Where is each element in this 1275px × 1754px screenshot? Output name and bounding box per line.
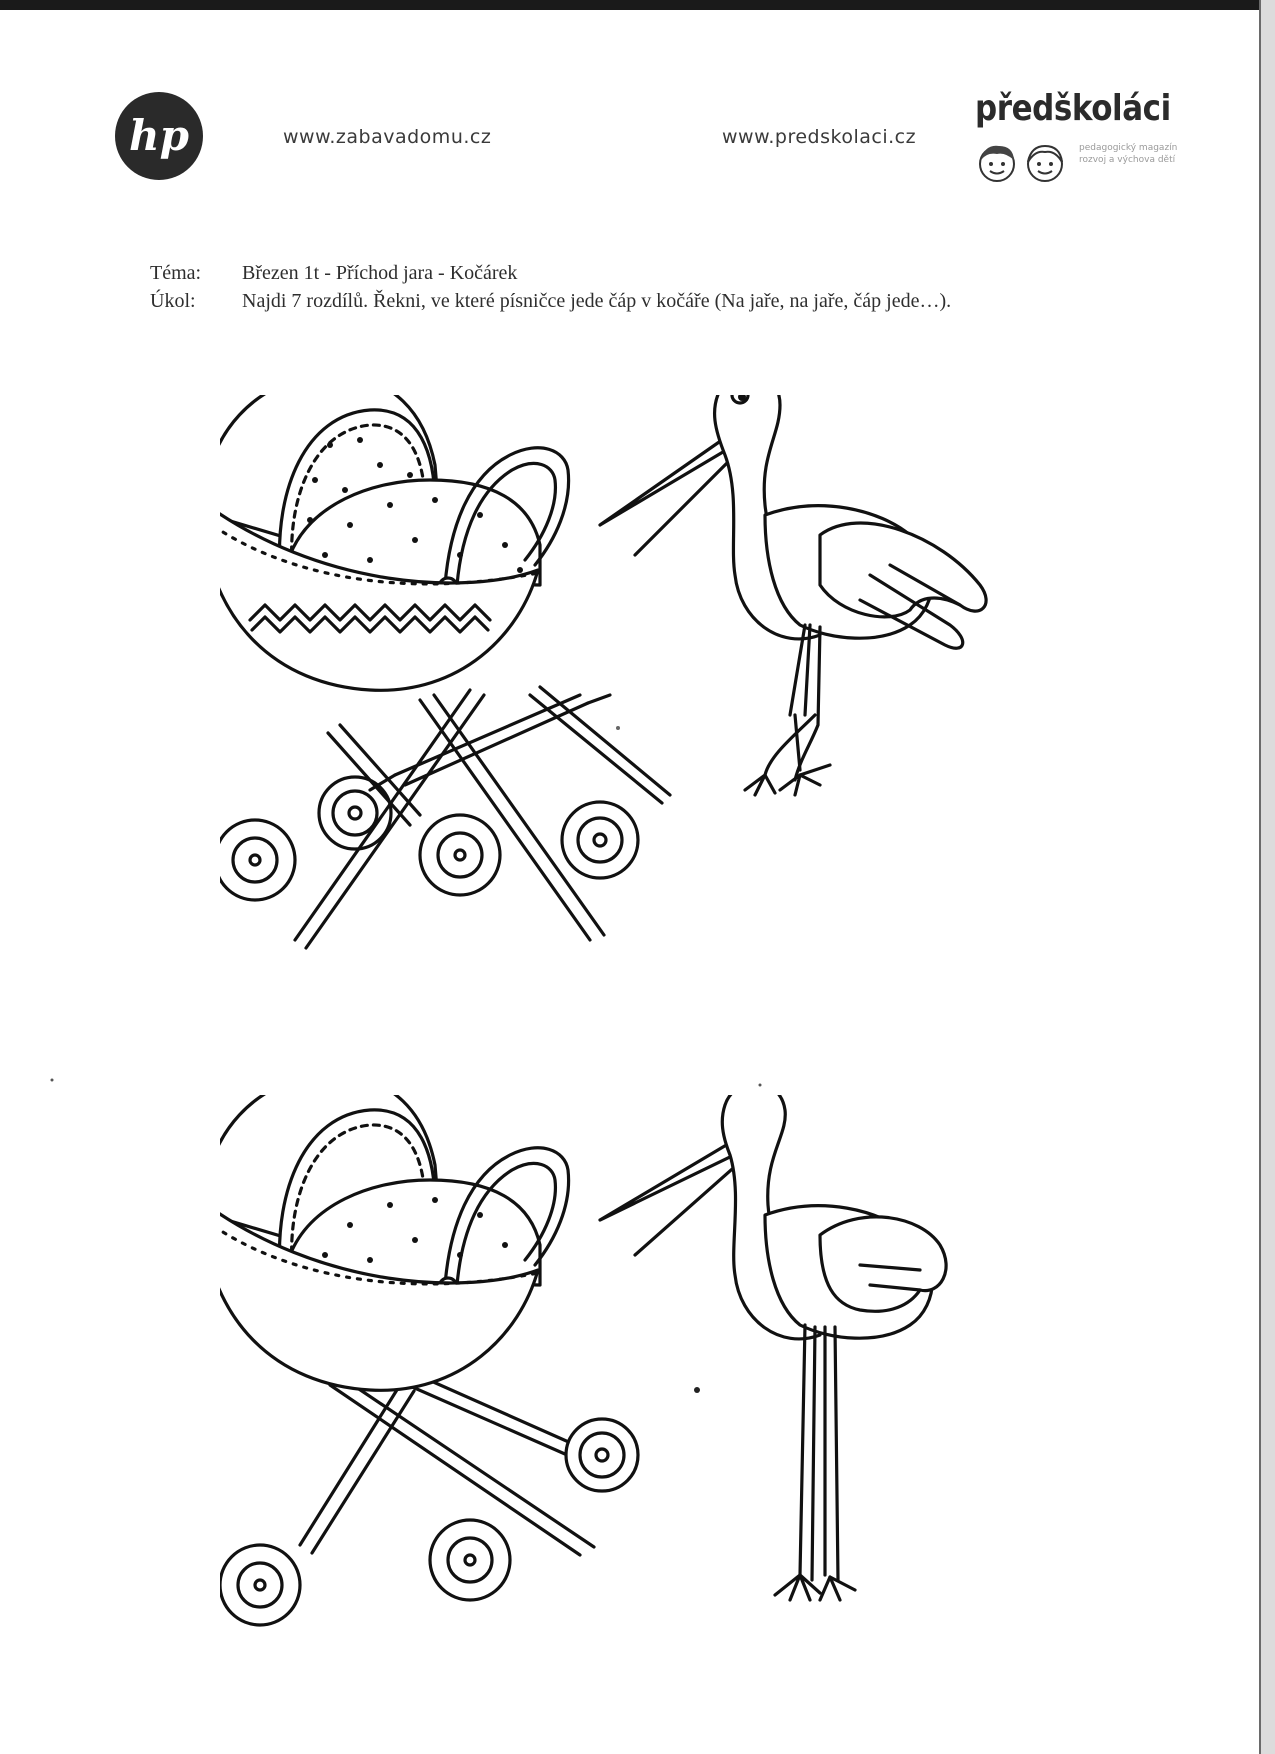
scan-top-edge — [0, 0, 1275, 10]
picture-top — [220, 395, 1100, 995]
stroller-wheel — [420, 815, 500, 895]
stroller-wheel — [430, 1520, 510, 1600]
stroller-bottom — [220, 1095, 638, 1625]
brand-tagline — [1079, 142, 1177, 166]
stork-top — [600, 395, 986, 795]
stroller-wheel — [319, 777, 391, 849]
predskolaci-logo — [975, 88, 1195, 188]
topic-line — [150, 262, 517, 285]
stroller-wheel — [220, 820, 295, 900]
assignment-value: Najdi 7 rozdílů. Řekni, ve které písničce jede čáp v kočáře (Na jaře, na jaře, čáp jede…). — [242, 290, 952, 312]
stroller-wheel — [566, 1419, 638, 1491]
topic-value: Březen 1t - Příchod jara - Kočárek — [242, 262, 518, 284]
stork-bottom — [600, 1095, 946, 1600]
stork-wing — [820, 523, 986, 617]
url-zabavadomu[interactable]: www.zabavadomu.cz — [283, 126, 492, 148]
children-faces-icon — [975, 140, 1075, 184]
url-predskolaci[interactable]: www.predskolaci.cz — [722, 126, 917, 148]
assignment-line — [150, 290, 951, 313]
scan-right-margin — [1261, 0, 1275, 1754]
stroller-top — [220, 395, 670, 948]
hp-logo-text: hp — [129, 111, 189, 160]
brand-tagline-line1: pedagogický magazín — [1079, 143, 1178, 153]
stroller-wheel — [220, 1545, 300, 1625]
picture-bottom — [220, 1095, 1100, 1695]
brand-tagline-line2: rozvoj a výchova dětí — [1079, 155, 1176, 165]
topic-label: Téma: — [150, 262, 202, 284]
hp-logo-icon — [113, 90, 205, 182]
assignment-label: Úkol: — [150, 290, 196, 312]
stroller-wheel — [562, 802, 638, 878]
brand-name: předškoláci — [975, 88, 1171, 129]
